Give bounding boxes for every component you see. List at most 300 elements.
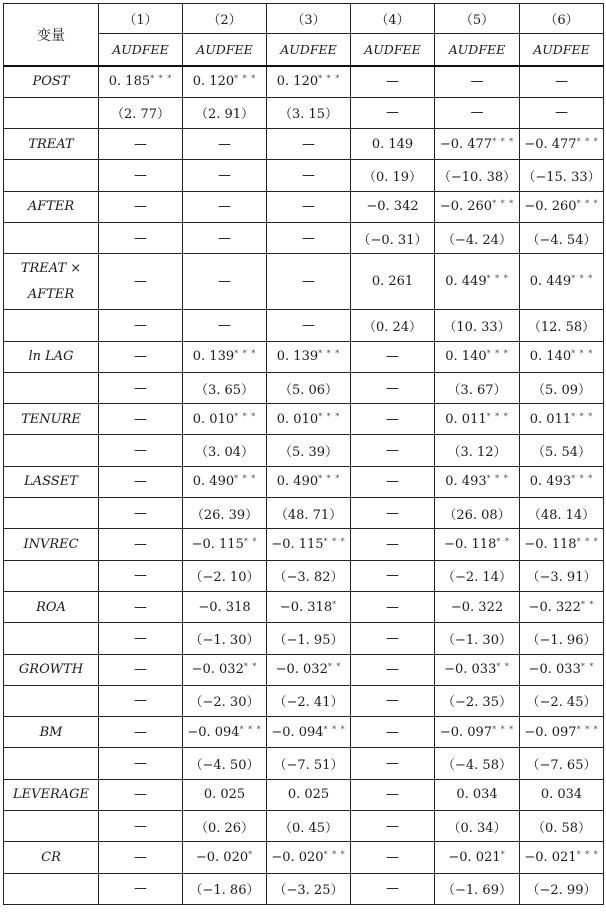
tstat-row: [4, 97, 604, 128]
coefficient-row: [4, 591, 604, 622]
tstat-row: [4, 222, 604, 253]
row-label-text: LEVERAGE: [12, 787, 90, 803]
row-label: [4, 160, 99, 191]
table-cell: [99, 529, 183, 560]
empty-dash: —: [555, 74, 568, 90]
cell-value: 0. 120: [192, 74, 235, 90]
significance-stars: * * *: [576, 537, 599, 546]
table-cell: [99, 435, 183, 466]
cell-value: （0. 26）: [194, 820, 255, 836]
table-cell: [435, 222, 520, 253]
empty-dash: —: [386, 380, 399, 396]
table-cell: [267, 372, 351, 403]
cell-value: 0. 010: [276, 411, 319, 427]
dependent-variable: AUDFEE: [351, 34, 435, 67]
empty-dash: —: [386, 74, 399, 90]
row-label: [4, 811, 99, 842]
coefficient-row: [4, 129, 604, 160]
cell-value: （−1. 30）: [442, 632, 512, 648]
tstat-row: [4, 873, 604, 904]
table-cell: [183, 191, 267, 222]
significance-stars: * *: [496, 537, 510, 546]
empty-dash: —: [386, 505, 399, 521]
coefficient-row: [4, 717, 604, 748]
row-label: [4, 129, 99, 160]
significance-stars: * *: [243, 662, 258, 672]
table-cell: [520, 654, 604, 685]
significance-stars: * * *: [234, 74, 257, 84]
empty-dash: —: [555, 105, 568, 121]
table-cell: [351, 498, 435, 529]
cell-value: （−3. 82）: [273, 570, 344, 586]
cell-value: （10. 33）: [443, 319, 511, 335]
dependent-variable: AUDFEE: [99, 34, 183, 67]
cell-value: （0. 58）: [531, 820, 592, 836]
cell-value: （−2. 14）: [442, 570, 512, 586]
cell-value: （−4. 58）: [442, 758, 512, 774]
empty-dash: —: [218, 274, 231, 290]
table-cell: [267, 341, 351, 372]
table-cell: [99, 310, 183, 341]
row-label: [4, 222, 99, 253]
empty-dash: —: [134, 849, 147, 865]
tstat-row: [4, 685, 604, 716]
table-cell: [183, 404, 267, 435]
table-cell: [435, 254, 520, 310]
empty-dash: —: [218, 136, 231, 152]
table-cell: [183, 685, 267, 716]
table-cell: [520, 435, 604, 466]
significance-stars: * * *: [571, 274, 594, 284]
empty-dash: —: [386, 349, 399, 365]
table-cell: [267, 842, 351, 873]
table-cell: [267, 748, 351, 779]
table-cell: [183, 529, 267, 560]
table-cell: [183, 372, 267, 403]
cell-value: （−4. 54）: [526, 232, 597, 248]
table-cell: [267, 222, 351, 253]
tstat-row: [4, 748, 604, 779]
table-cell: [435, 341, 520, 372]
empty-dash: —: [386, 881, 399, 897]
table-cell: [99, 654, 183, 685]
table-cell: [99, 222, 183, 253]
cell-value: 0. 011: [529, 411, 572, 427]
tstat-row: [4, 560, 604, 591]
row-label: [4, 310, 99, 341]
table-cell: [99, 685, 183, 716]
table-cell: [351, 372, 435, 403]
significance-stars: * * *: [318, 349, 341, 359]
table-cell: [183, 498, 267, 529]
row-label: [4, 779, 99, 810]
table-cell: [435, 779, 520, 810]
significance-stars: *: [248, 849, 254, 859]
table-cell: [267, 654, 351, 685]
table-cell: [267, 191, 351, 222]
empty-dash: —: [134, 349, 147, 365]
empty-dash: —: [134, 505, 147, 521]
table-cell: [520, 191, 604, 222]
table-header: [4, 4, 604, 67]
cell-value: （5. 06）: [278, 382, 339, 398]
table-cell: [520, 466, 604, 497]
significance-stars: * *: [580, 599, 595, 609]
cell-value: 0. 493: [529, 474, 572, 490]
empty-dash: —: [134, 568, 147, 584]
table-cell: [435, 560, 520, 591]
cell-value: 0. 493: [445, 474, 487, 490]
table-cell: [435, 654, 520, 685]
row-label-text: TENURE: [21, 411, 81, 427]
row-label: [4, 372, 99, 403]
cell-value: −0. 118: [444, 537, 497, 552]
table-cell: [183, 654, 267, 685]
cell-value: （−4. 50）: [189, 758, 260, 774]
table-cell: [99, 97, 183, 128]
row-label-text: GROWTH: [18, 662, 84, 678]
coefficient-row: [4, 404, 604, 435]
empty-dash: —: [386, 849, 399, 865]
cell-value: 0. 025: [203, 787, 246, 803]
cell-value: （0. 19）: [362, 170, 423, 186]
table-cell: [435, 623, 520, 654]
empty-dash: —: [134, 274, 147, 290]
empty-dash: —: [386, 443, 399, 459]
table-cell: [99, 372, 183, 403]
row-label: [4, 97, 99, 128]
cell-value: （3. 65）: [194, 382, 255, 398]
cell-value: −0. 094: [187, 724, 240, 740]
cell-value: （3. 15）: [278, 107, 339, 123]
table-cell: [435, 529, 520, 560]
significance-stars: * *: [243, 537, 258, 546]
significance-stars: * *: [496, 662, 510, 672]
table-cell: [520, 372, 604, 403]
table-cell: [183, 779, 267, 810]
cell-value: −0. 097: [439, 724, 493, 740]
empty-dash: —: [386, 537, 399, 552]
coefficient-row: [4, 529, 604, 560]
empty-dash: —: [302, 136, 315, 152]
empty-dash: —: [218, 317, 231, 333]
row-label-text: TREAT ×: [20, 260, 82, 276]
table-cell: [267, 160, 351, 191]
cell-value: 0. 449: [445, 274, 487, 290]
empty-dash: —: [386, 724, 399, 740]
column-number-row: [4, 4, 604, 34]
cell-value: 0. 139: [276, 349, 319, 365]
table-cell: [267, 685, 351, 716]
cell-value: 0. 490: [192, 474, 235, 490]
table-cell: [99, 254, 183, 310]
significance-stars: * *: [580, 662, 595, 672]
variable-header: 变量: [4, 4, 99, 67]
empty-dash: —: [386, 756, 399, 772]
table-cell: [183, 466, 267, 497]
cell-value: （−1. 95）: [273, 632, 344, 648]
cell-value: 0. 025: [287, 787, 330, 803]
table-cell: [435, 842, 520, 873]
table-cell: [267, 560, 351, 591]
cell-value: （−7. 51）: [273, 758, 344, 774]
dependent-variable: AUDFEE: [267, 34, 351, 67]
significance-stars: * * *: [492, 136, 515, 146]
cell-value: −0. 032: [275, 662, 328, 678]
empty-dash: —: [134, 818, 147, 834]
cell-value: （0. 45）: [278, 820, 339, 836]
table-cell: [183, 66, 267, 97]
table-cell: [99, 560, 183, 591]
column-number: （1）: [99, 4, 183, 34]
significance-stars: * * *: [486, 411, 509, 421]
row-label: [4, 873, 99, 904]
coefficient-row: [4, 66, 604, 97]
table-cell: [267, 498, 351, 529]
table-cell: [435, 404, 520, 435]
table-cell: [435, 435, 520, 466]
tstat-row: [4, 372, 604, 403]
table-cell: [99, 498, 183, 529]
cell-value: −0. 115: [191, 537, 244, 552]
row-label-text: ROA: [36, 599, 66, 615]
table-cell: [99, 191, 183, 222]
table-cell: [351, 748, 435, 779]
table-cell: [183, 842, 267, 873]
table-cell: [183, 254, 267, 310]
cell-value: （−1. 69）: [442, 883, 512, 899]
cell-value: （−1. 86）: [189, 883, 260, 899]
row-label-text-line2: AFTER: [27, 286, 75, 302]
column-number: （5）: [435, 4, 520, 34]
significance-stars: * * *: [318, 474, 341, 484]
cell-value: （5. 54）: [531, 445, 592, 461]
table-cell: [520, 129, 604, 160]
significance-stars: * *: [327, 662, 342, 672]
cell-value: （−10. 38）: [437, 170, 517, 186]
empty-dash: —: [386, 411, 399, 427]
table-cell: [351, 66, 435, 97]
cell-value: −0. 021: [524, 849, 577, 865]
empty-dash: —: [302, 168, 315, 184]
row-label-text: ln LAG: [28, 349, 74, 365]
significance-stars: * * *: [571, 349, 594, 359]
table-cell: [183, 435, 267, 466]
row-label: [4, 254, 99, 310]
table-cell: [267, 466, 351, 497]
cell-value: 0. 010: [192, 411, 235, 427]
table-cell: [183, 717, 267, 748]
cell-value: −0. 097: [524, 724, 577, 740]
cell-value: −0. 033: [528, 662, 581, 678]
table-cell: [351, 129, 435, 160]
empty-dash: —: [386, 787, 399, 803]
table-cell: [183, 160, 267, 191]
empty-dash: —: [134, 693, 147, 709]
cell-value: −0. 260: [439, 199, 493, 215]
cell-value: −0. 020: [271, 849, 324, 865]
table-cell: [99, 717, 183, 748]
table-cell: [99, 811, 183, 842]
table-cell: [520, 811, 604, 842]
coefficient-row: [4, 341, 604, 372]
cell-value: −0. 318: [198, 599, 251, 615]
table-cell: [267, 254, 351, 310]
empty-dash: —: [386, 662, 399, 678]
cell-value: 0. 034: [540, 787, 583, 803]
empty-dash: —: [134, 630, 147, 646]
row-label: [4, 560, 99, 591]
column-number: （4）: [351, 4, 435, 34]
cell-value: −0. 318: [279, 599, 333, 615]
table-cell: [351, 529, 435, 560]
cell-value: （−2. 10）: [189, 570, 260, 586]
table-cell: [435, 129, 520, 160]
row-label: [4, 466, 99, 497]
empty-dash: —: [470, 74, 484, 90]
tstat-row: [4, 498, 604, 529]
table-cell: [351, 623, 435, 654]
table-cell: [99, 842, 183, 873]
table-cell: [267, 529, 351, 560]
coefficient-row: [4, 254, 604, 310]
table-cell: [351, 717, 435, 748]
table-cell: [267, 717, 351, 748]
empty-dash: —: [134, 199, 147, 215]
table-cell: [351, 160, 435, 191]
empty-dash: —: [134, 537, 147, 552]
row-label: [4, 191, 99, 222]
table-cell: [351, 222, 435, 253]
cell-value: 0. 034: [456, 787, 498, 803]
cell-value: （26. 39）: [190, 507, 259, 523]
row-label-text: CR: [41, 849, 61, 865]
table-cell: [351, 842, 435, 873]
dependent-variable: AUDFEE: [183, 34, 267, 67]
significance-stars: * * *: [576, 199, 599, 209]
cell-value: −0. 322: [450, 599, 504, 615]
significance-stars: * * *: [492, 724, 515, 734]
empty-dash: —: [134, 662, 147, 678]
column-number: （6）: [520, 4, 604, 34]
row-label: [4, 623, 99, 654]
significance-stars: * * *: [234, 411, 257, 421]
table-cell: [267, 873, 351, 904]
table-cell: [99, 623, 183, 654]
row-label: [4, 404, 99, 435]
coefficient-row: [4, 779, 604, 810]
table-cell: [435, 466, 520, 497]
empty-dash: —: [302, 317, 315, 333]
row-label: [4, 66, 99, 97]
empty-dash: —: [386, 818, 399, 834]
empty-dash: —: [134, 230, 147, 246]
table-cell: [351, 560, 435, 591]
cell-value: −0. 115: [271, 537, 324, 552]
cell-value: （48. 14）: [527, 507, 596, 523]
cell-value: （5. 39）: [278, 445, 339, 461]
row-label: [4, 341, 99, 372]
empty-dash: —: [134, 756, 147, 772]
significance-stars: * * *: [576, 724, 599, 734]
cell-value: −0. 260: [524, 199, 577, 215]
cell-value: （−4. 24）: [442, 232, 512, 248]
significance-stars: * * *: [486, 474, 509, 484]
cell-value: 0. 140: [529, 349, 572, 365]
table-cell: [183, 97, 267, 128]
table-cell: [435, 717, 520, 748]
empty-dash: —: [386, 474, 399, 490]
table-cell: [520, 254, 604, 310]
cell-value: 0. 490: [276, 474, 319, 490]
tstat-row: [4, 623, 604, 654]
cell-value: （−1. 96）: [526, 632, 597, 648]
cell-value: （12. 58）: [527, 319, 596, 335]
table-cell: [99, 466, 183, 497]
table-cell: [267, 129, 351, 160]
significance-stars: * * *: [150, 74, 173, 84]
coefficient-row: [4, 466, 604, 497]
empty-dash: —: [134, 168, 147, 184]
significance-stars: * * *: [576, 849, 599, 859]
row-label: [4, 498, 99, 529]
table-cell: [520, 341, 604, 372]
cell-value: （26. 08）: [443, 507, 511, 523]
empty-dash: —: [134, 787, 147, 803]
table-cell: [435, 748, 520, 779]
significance-stars: *: [500, 849, 506, 859]
row-label-text: LASSET: [24, 474, 78, 490]
cell-value: （−2. 99）: [526, 883, 597, 899]
table-cell: [435, 66, 520, 97]
empty-dash: —: [134, 136, 147, 152]
cell-value: （3. 12）: [447, 445, 507, 461]
empty-dash: —: [386, 105, 399, 121]
tstat-row: [4, 435, 604, 466]
table-cell: [520, 498, 604, 529]
row-label: [4, 685, 99, 716]
significance-stars: * * *: [323, 724, 346, 734]
coefficient-row: [4, 191, 604, 222]
significance-stars: *: [332, 599, 338, 609]
table-cell: [520, 748, 604, 779]
table-cell: [520, 97, 604, 128]
table-cell: [435, 873, 520, 904]
regression-table: [3, 3, 604, 905]
cell-value: 0. 011: [445, 411, 487, 427]
table-cell: [520, 404, 604, 435]
empty-dash: —: [218, 168, 231, 184]
coefficient-row: [4, 842, 604, 873]
row-label: [4, 591, 99, 622]
table-cell: [99, 129, 183, 160]
row-label: [4, 842, 99, 873]
table-cell: [183, 129, 267, 160]
cell-value: 0. 120: [276, 74, 319, 90]
empty-dash: —: [134, 881, 147, 897]
cell-value: （−2. 41）: [273, 695, 344, 711]
table-cell: [267, 779, 351, 810]
empty-dash: —: [302, 230, 315, 246]
table-cell: [183, 811, 267, 842]
table-cell: [183, 623, 267, 654]
table-cell: [435, 685, 520, 716]
significance-stars: * * *: [486, 274, 509, 284]
table-cell: [351, 873, 435, 904]
tstat-row: [4, 310, 604, 341]
cell-value: −0. 342: [366, 199, 419, 215]
cell-value: −0. 477: [524, 136, 577, 152]
